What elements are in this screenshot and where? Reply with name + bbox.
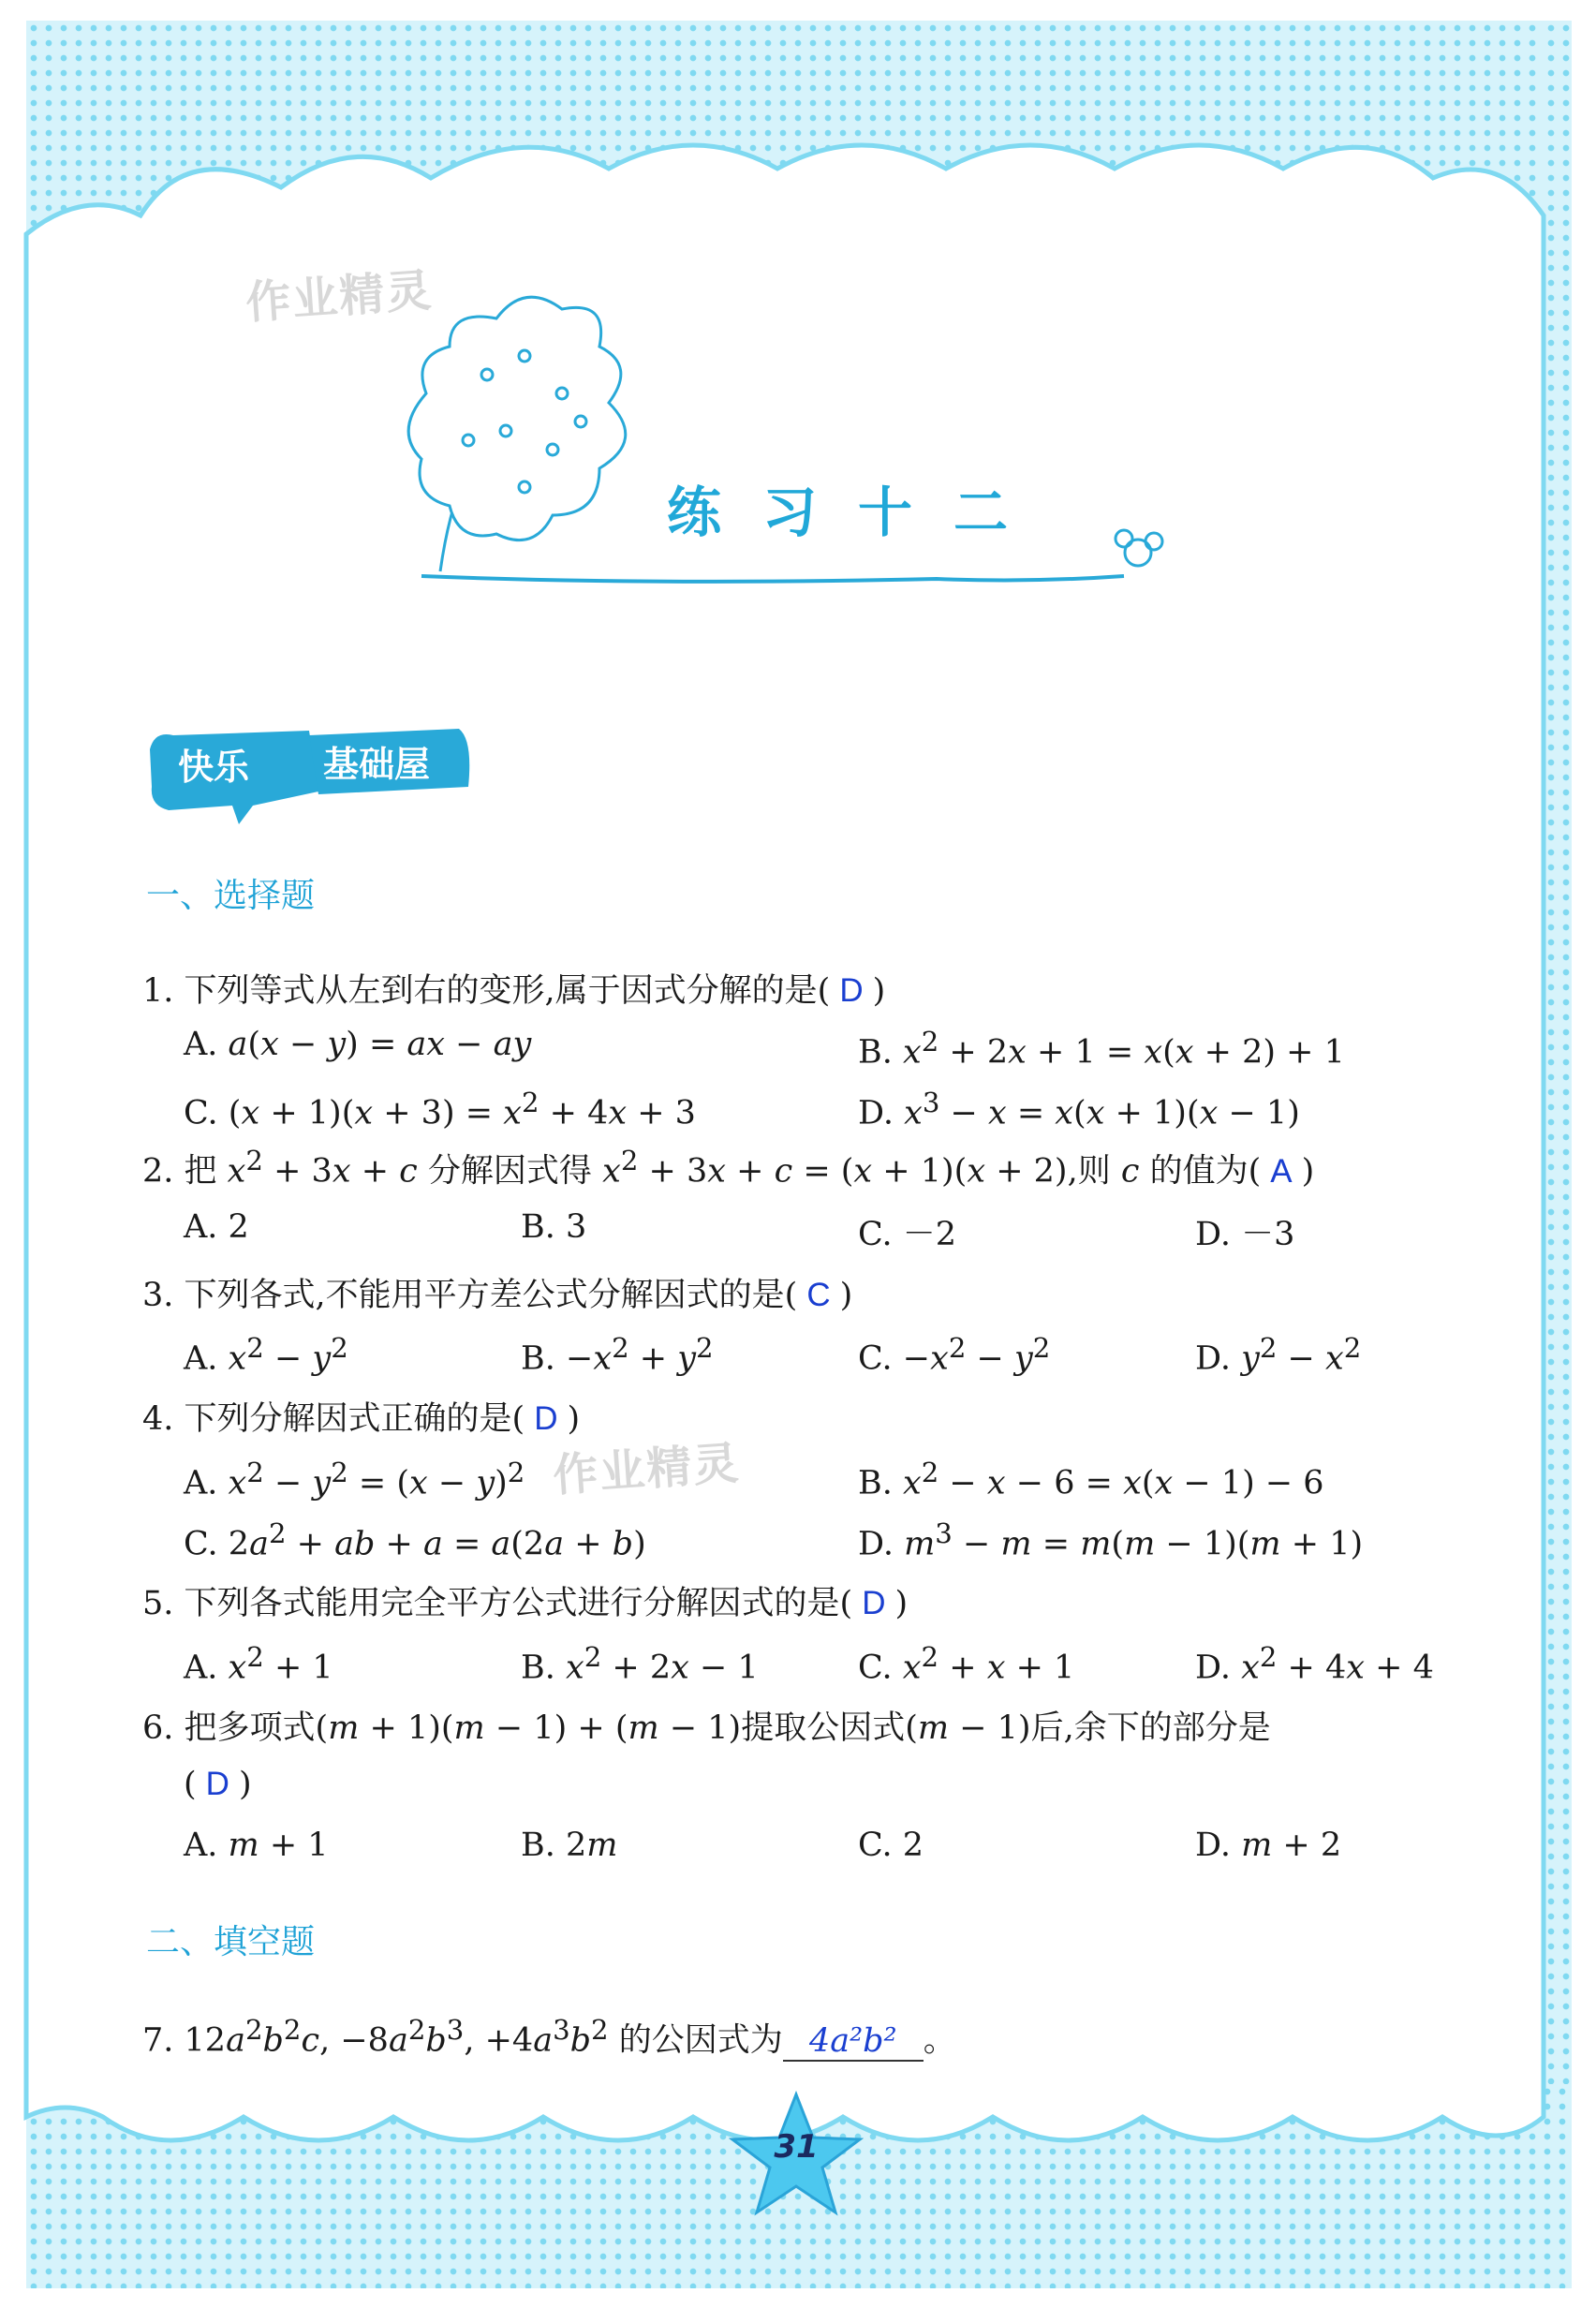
q6-stem-b: 提取公因式	[741, 1709, 906, 1747]
q6-option-d: D. m + 2	[1195, 1827, 1342, 1864]
q4-option-b: B. $x^2 - x - 6 = x(x - 1) - 6$	[858, 1457, 1324, 1502]
q6-open: (	[184, 1766, 197, 1803]
q5-option-d: D. $x^2 + 4x + 4$	[1195, 1641, 1434, 1687]
q5-option-b: B. $x^2 + 2x - 1$	[521, 1641, 759, 1687]
q4-close: )	[567, 1400, 581, 1438]
q3-option-c: C. $-x^2 - y^2$	[858, 1332, 1051, 1378]
q7-stem: 的公因式为	[618, 2021, 783, 2060]
q2-stem-c: ,则	[1067, 1152, 1111, 1191]
q4-option-c: C. $2a^2$ + ab + a = a(2a + b)	[184, 1517, 646, 1563]
watermark-center: 作业精灵	[551, 1437, 743, 1502]
q5-answer: D	[862, 1585, 886, 1621]
q1-option-a: A. a(x − y) = ax − ay	[184, 1026, 532, 1063]
q6-option-b: B. 2m	[521, 1827, 618, 1864]
page-number: 31	[774, 2128, 819, 2166]
q3-close: )	[839, 1277, 853, 1314]
q3-answer: C	[806, 1277, 831, 1313]
q2-stem-d: 的值为(	[1149, 1152, 1262, 1191]
q3-stem: 3. 下列各式,不能用平方差公式分解因式的是(	[142, 1277, 798, 1314]
q2-option-c: C. －2	[858, 1216, 957, 1253]
q4-answer: D	[534, 1400, 558, 1437]
watermark: 作业精灵	[244, 264, 436, 330]
question-5	[142, 1577, 908, 1624]
q1-option-d: D. $x^3 - x = x(x + 1)(x - 1)$	[858, 1087, 1300, 1132]
question-4	[142, 1393, 580, 1440]
question-2: 2. 把 $x^2 + 3x + c$ 分解因式得 $x^2 + 3x + c = (x + 1)(x + 2)$,则 c 的值为( A )	[142, 1145, 1315, 1191]
q6-option-c: C. 2	[858, 1827, 924, 1864]
q1-stem: 1. 下列等式从左到右的变形,属于因式分解的是(	[142, 972, 831, 1010]
q2-option-b: B. 3	[521, 1208, 587, 1246]
q4-option-a: A. $x^2 - y^2 = (x - y)^2$	[184, 1457, 525, 1502]
q4-option-d: D. $m^3 - m = m(m - 1)(m + 1)$	[858, 1517, 1364, 1563]
section-choice-heading: 一、选择题	[146, 877, 316, 915]
q3-option-b: B. $-x^2 + y^2$	[521, 1332, 714, 1378]
q3-option-a: A. $x^2 - y^2$	[184, 1332, 348, 1378]
q6-close: )	[238, 1766, 252, 1803]
q2-option-d: D. －3	[1195, 1216, 1295, 1253]
question-1	[142, 965, 885, 1012]
banner-right-text: 基础屋	[323, 744, 431, 785]
q2-close: )	[1301, 1152, 1315, 1191]
q1-close: )	[872, 972, 886, 1010]
q6-stem-a: 6. 把多项式	[142, 1709, 316, 1747]
q2-stem-a: 2. 把	[142, 1152, 217, 1191]
q5-option-a: A. $x^2 + 1$	[184, 1641, 333, 1687]
q1-answer: D	[839, 972, 864, 1009]
q5-option-c: C. $x^2 + x + 1$	[858, 1641, 1075, 1687]
q5-close: )	[894, 1585, 909, 1622]
q2-option-a: A. 2	[184, 1208, 249, 1246]
q1-option-b: B. $x^2 + 2x + 1 = x(x + 2) + 1$	[858, 1026, 1345, 1072]
q7-end: 。	[923, 2021, 956, 2060]
q5-stem: 5. 下列各式能用完全平方公式进行分解因式的是(	[142, 1585, 853, 1622]
question-3	[142, 1269, 852, 1316]
q6-option-a: A. m + 1	[184, 1827, 329, 1864]
q2-answer: A	[1270, 1152, 1293, 1190]
page-title: 练习十二	[667, 481, 1050, 544]
q6-stem-c: 后,余下的部分是	[1030, 1709, 1271, 1747]
q2-stem-b: 分解因式得	[427, 1152, 592, 1191]
q4-stem: 4. 下列分解因式正确的是(	[142, 1400, 525, 1438]
q6-answer: D	[205, 1766, 229, 1802]
q3-option-d: D. $y^2 - x^2$	[1195, 1332, 1362, 1378]
banner-left-text: 快乐	[178, 747, 250, 788]
q6-answer-line	[184, 1766, 252, 1803]
question-6: 6. 把多项式(m + 1)(m − 1) + (m − 1)提取公因式(m − 1)后,余下的部分是	[142, 1709, 1271, 1747]
question-7: 7. $12a^2b^2c$, $-8a^2b^3$, $+4a^3b^2$ 的公因式为 4a²b² 。	[142, 2014, 956, 2060]
q1-option-c: C. $(x + 1)(x + 3) = x^2 + 4x + 3$	[184, 1087, 696, 1132]
section-fill-heading: 二、填空题	[146, 1923, 316, 1961]
q7-answer-blank[interactable]: 4a²b²	[783, 2022, 924, 2062]
